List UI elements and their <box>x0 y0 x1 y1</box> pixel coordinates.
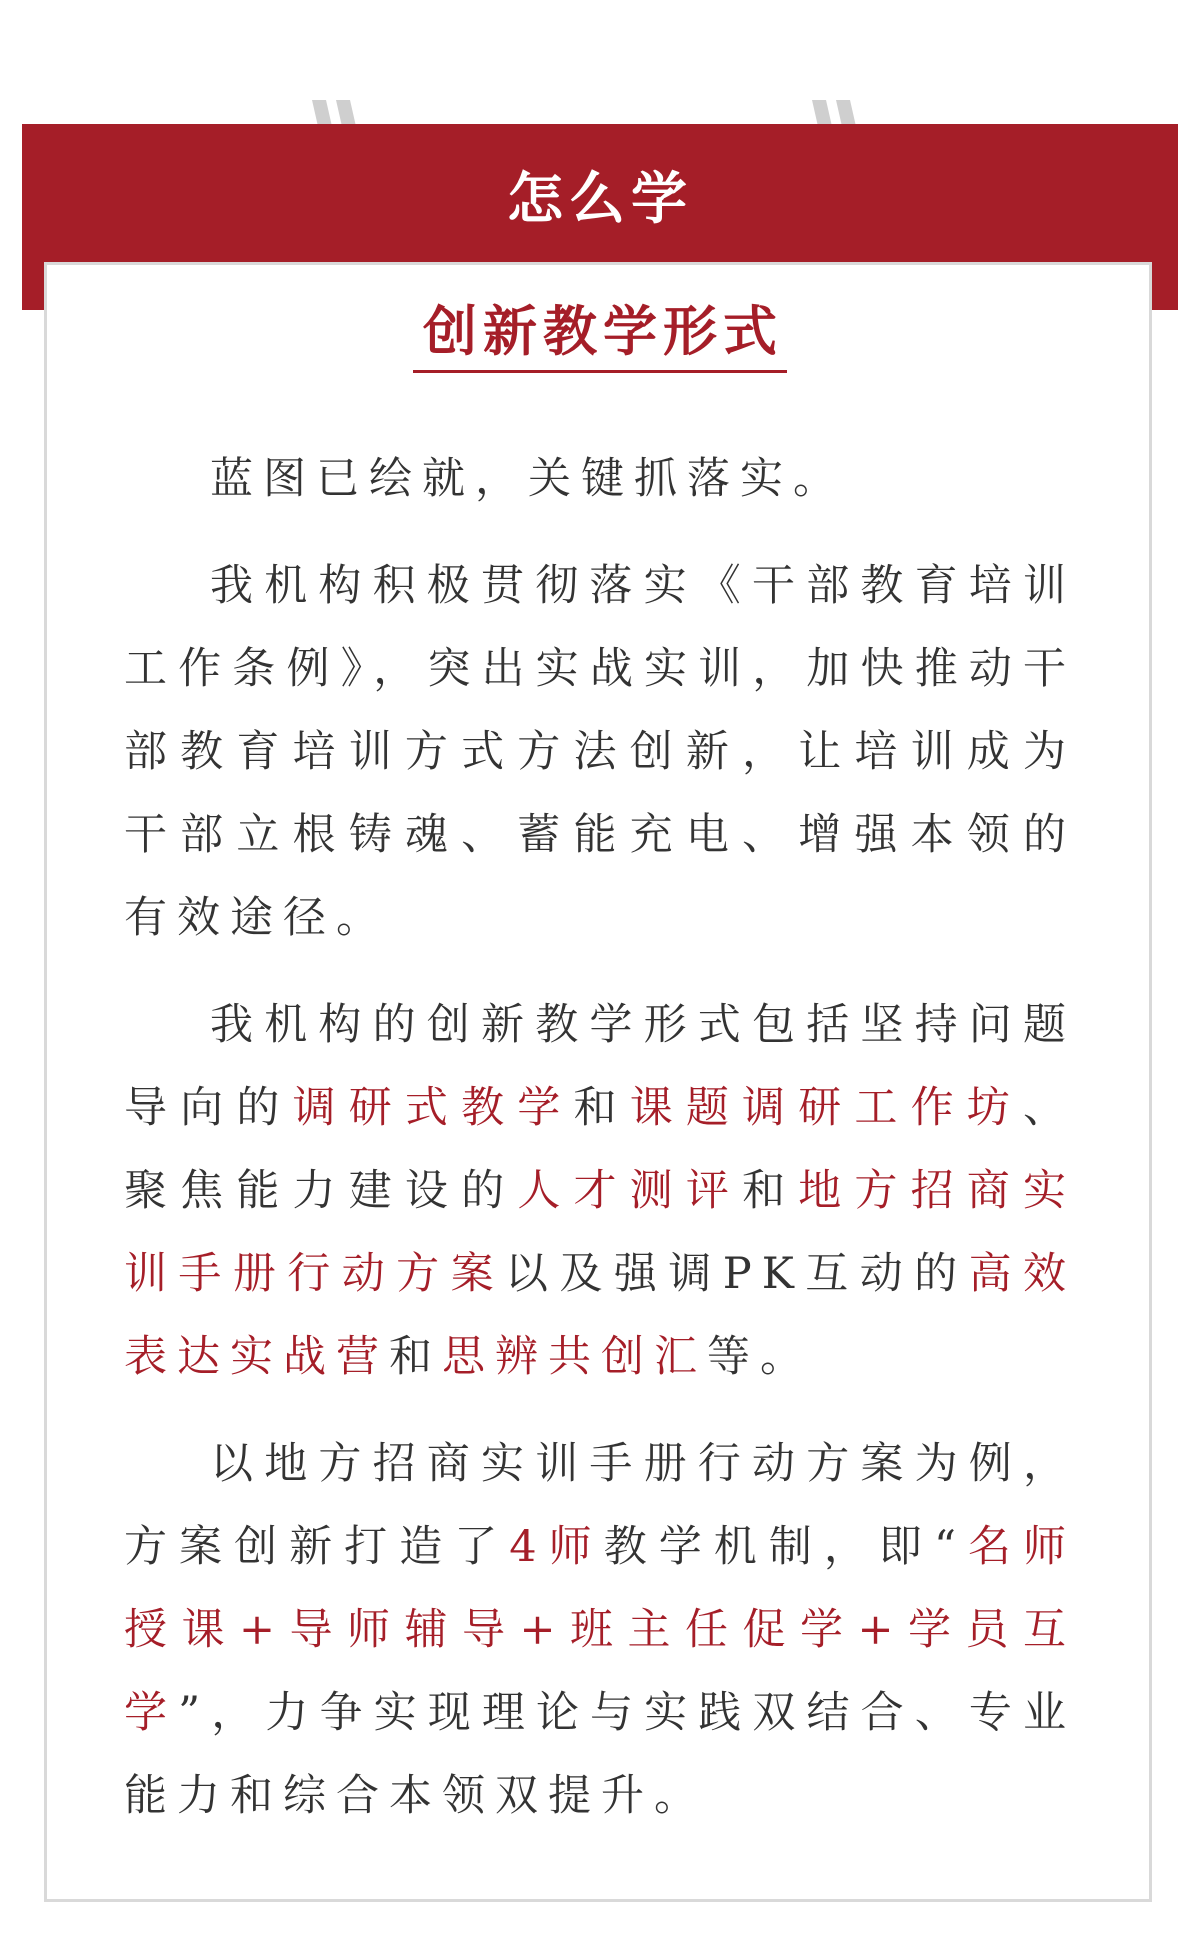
paragraph <box>124 1423 1076 1838</box>
paragraph <box>124 984 1076 1399</box>
paragraph <box>124 438 1076 521</box>
text-segment: 教学机制，即“ <box>603 1522 966 1572</box>
text-segment: 和 <box>573 1083 630 1133</box>
text-segment: 和 <box>742 1166 799 1216</box>
card-title: 创新教学形式 <box>413 300 787 373</box>
highlight-text: 课题调研工作坊 <box>629 1083 1023 1133</box>
highlight-text: 地方招商实训手册行动方案 <box>124 1166 1076 1299</box>
text-segment: 和 <box>389 1332 442 1382</box>
text-segment: 等。 <box>707 1332 813 1382</box>
text-segment: 以及强调PK互动的 <box>505 1249 969 1299</box>
text-segment: ”，力争实现理论与实践双结合、专业能力和综合本领双提升。 <box>124 1688 1077 1821</box>
highlight-text: 调研式教学 <box>292 1083 574 1133</box>
text-segment: 蓝图已绘就，关键抓落实。 <box>210 454 846 504</box>
highlight-text: 人才测评 <box>517 1166 743 1216</box>
highlight-text: 4师 <box>509 1522 604 1572</box>
text-segment: 以地方招商实训手册行动方案为例，方案创新打造了 <box>124 1439 1076 1572</box>
text-segment: 、聚焦能力建设的 <box>124 1083 1076 1216</box>
article-body <box>124 438 1076 1862</box>
card-title-wrap <box>0 300 1200 373</box>
paragraph <box>124 545 1076 960</box>
highlight-text: 高效表达实战营 <box>124 1249 1077 1382</box>
highlight-text: 名师授课+导师辅导+班主任促学+学员互学 <box>124 1522 1077 1738</box>
text-segment: 我机构的创新教学形式包括坚持问题导向的 <box>124 1000 1076 1133</box>
section-title: 怎么学 <box>507 167 693 232</box>
highlight-text: 思辨共创汇 <box>442 1332 707 1382</box>
text-segment: 我机构积极贯彻落实《干部教育培训工作条例》，突出实战实训，加快推动干部教育培训方式方法创新，让培训成为干部立根铸魂、蓄能充电、增强本领的有效途径。 <box>124 561 1076 943</box>
